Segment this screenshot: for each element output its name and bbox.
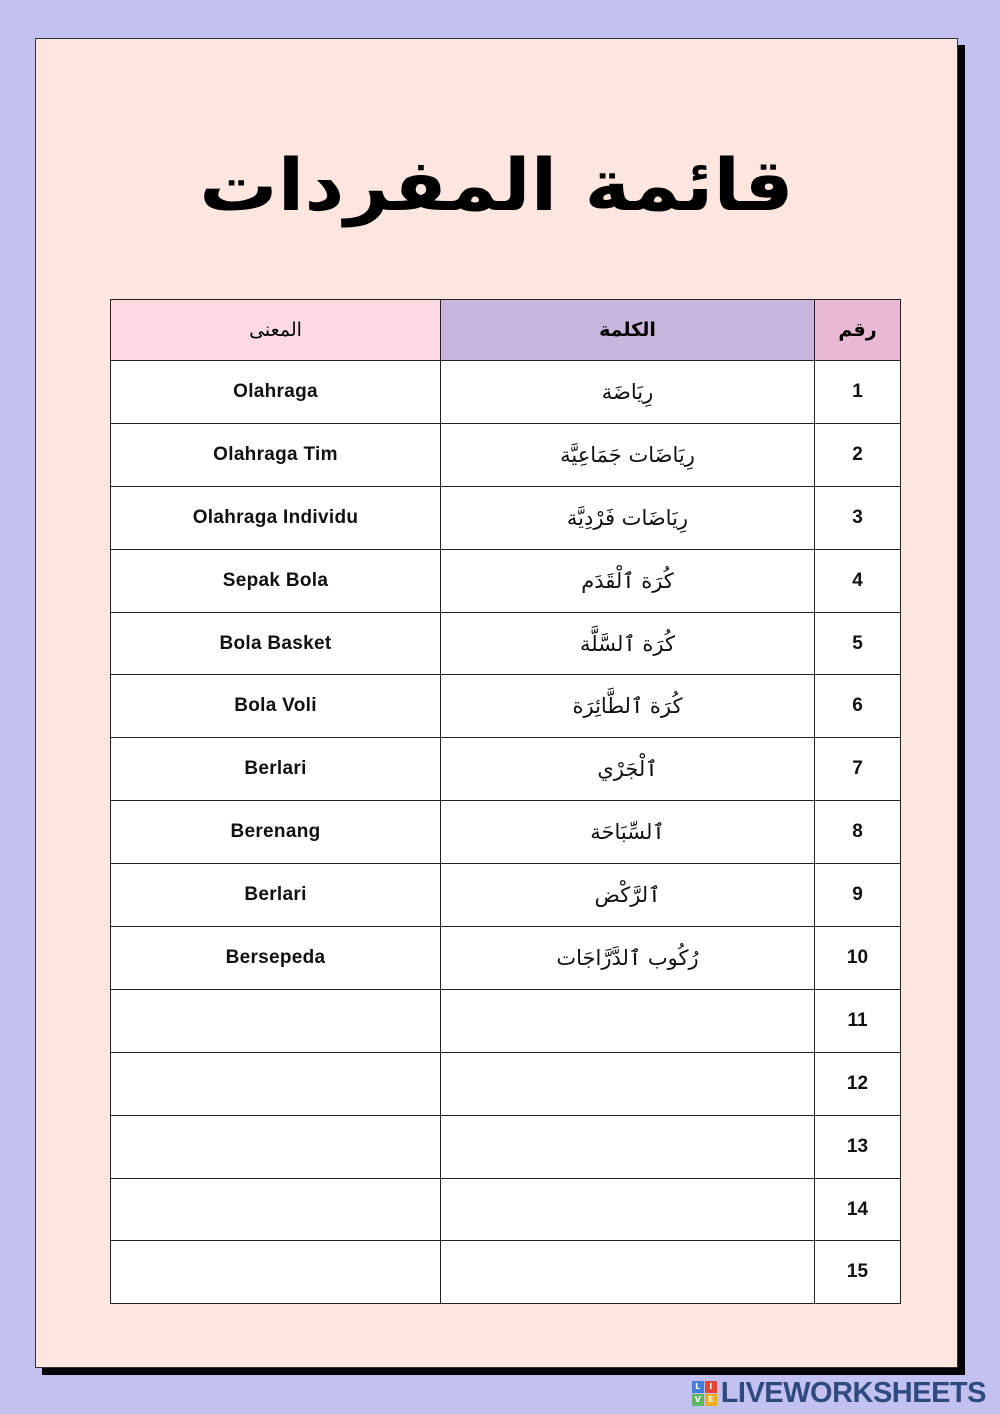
meaning-cell[interactable] — [111, 1178, 441, 1241]
word-cell: رُكُوب ٱلدَّرَّاجَات — [441, 927, 815, 990]
header-word: الكلمة — [441, 300, 815, 361]
meaning-cell: Berlari — [111, 864, 441, 927]
table-row — [111, 989, 901, 1052]
meaning-cell: Berlari — [111, 738, 441, 801]
table-row — [111, 801, 901, 864]
meaning-cell[interactable] — [111, 989, 441, 1052]
word-cell[interactable] — [441, 1115, 815, 1178]
number-cell: 10 — [815, 927, 901, 990]
table-row — [111, 423, 901, 486]
table-row — [111, 486, 901, 549]
brand-text: LIVEWORKSHEETS — [720, 1376, 986, 1409]
liveworksheets-logo-icon — [692, 1381, 717, 1406]
word-cell[interactable] — [441, 1052, 815, 1115]
word-cell: كُرَة ٱلسَّلَّة — [441, 612, 815, 675]
meaning-cell: Olahraga Individu — [111, 486, 441, 549]
word-cell: ٱلسِّبَاحَة — [441, 801, 815, 864]
meaning-cell: Bola Voli — [111, 675, 441, 738]
meaning-cell[interactable] — [111, 1052, 441, 1115]
word-cell: رِيَاضَة — [441, 361, 815, 424]
number-cell: 9 — [815, 864, 901, 927]
number-cell: 14 — [815, 1178, 901, 1241]
logo-square: I — [705, 1381, 717, 1393]
number-cell: 2 — [815, 423, 901, 486]
word-cell: كُرَة ٱلْقَدَم — [441, 549, 815, 612]
header-meaning: المعنى — [111, 300, 441, 361]
number-cell: 8 — [815, 801, 901, 864]
table-row — [111, 864, 901, 927]
meaning-cell: Bersepeda — [111, 927, 441, 990]
vocabulary-table — [110, 299, 901, 1304]
meaning-cell: Bola Basket — [111, 612, 441, 675]
liveworksheets-brand — [692, 1378, 986, 1408]
word-cell: كُرَة ٱلطَّائِرَة — [441, 675, 815, 738]
table-row — [111, 1241, 901, 1304]
page-title: قائمة المفردات — [199, 144, 794, 228]
table-row — [111, 361, 901, 424]
table-row — [111, 549, 901, 612]
number-cell: 3 — [815, 486, 901, 549]
number-cell: 6 — [815, 675, 901, 738]
worksheet-sheet — [35, 38, 958, 1368]
number-cell: 7 — [815, 738, 901, 801]
meaning-cell: Sepak Bola — [111, 549, 441, 612]
number-cell: 15 — [815, 1241, 901, 1304]
table-row — [111, 675, 901, 738]
logo-square: L — [692, 1381, 704, 1393]
number-cell: 4 — [815, 549, 901, 612]
table-body — [111, 361, 901, 1304]
table-row — [111, 738, 901, 801]
word-cell[interactable] — [441, 989, 815, 1052]
word-cell: رِيَاضَات جَمَاعِيَّة — [441, 423, 815, 486]
header-number: رقم — [815, 300, 901, 361]
logo-square: V — [692, 1394, 704, 1406]
table-row — [111, 612, 901, 675]
logo-square: E — [705, 1394, 717, 1406]
table-row — [111, 1052, 901, 1115]
number-cell: 1 — [815, 361, 901, 424]
word-cell[interactable] — [441, 1178, 815, 1241]
meaning-cell: Berenang — [111, 801, 441, 864]
table-row — [111, 1115, 901, 1178]
number-cell: 12 — [815, 1052, 901, 1115]
meaning-cell: Olahraga Tim — [111, 423, 441, 486]
table-row — [111, 927, 901, 990]
number-cell: 11 — [815, 989, 901, 1052]
number-cell: 5 — [815, 612, 901, 675]
word-cell: رِيَاضَات فَرْدِيَّة — [441, 486, 815, 549]
word-cell: ٱلْجَرْي — [441, 738, 815, 801]
word-cell: ٱلرَّكْض — [441, 864, 815, 927]
table-header-row — [111, 300, 901, 361]
word-cell[interactable] — [441, 1241, 815, 1304]
meaning-cell: Olahraga — [111, 361, 441, 424]
meaning-cell[interactable] — [111, 1241, 441, 1304]
meaning-cell[interactable] — [111, 1115, 441, 1178]
table-row — [111, 1178, 901, 1241]
number-cell: 13 — [815, 1115, 901, 1178]
